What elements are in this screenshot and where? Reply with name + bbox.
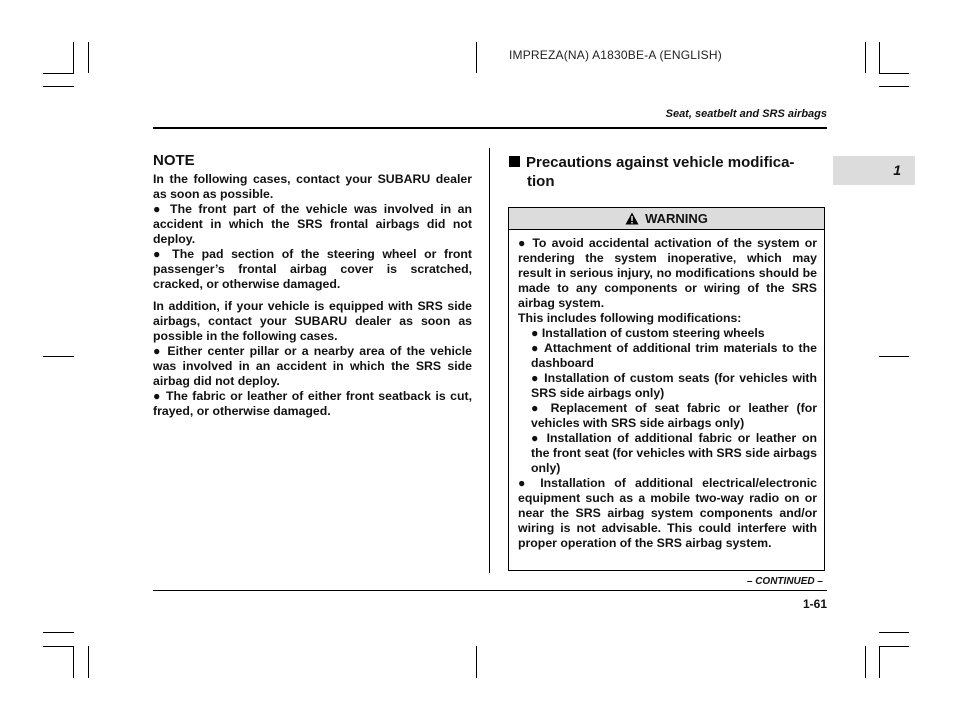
warning-subitem: ● Installation of custom seats (for vehicles with SRS side airbags only) [531, 371, 817, 400]
header-rule [153, 127, 827, 129]
crop-mark [476, 42, 477, 73]
crop-mark [73, 646, 74, 678]
crop-mark [879, 632, 909, 633]
section-title: Seat, seatbelt and SRS airbags [665, 108, 827, 120]
crop-mark [879, 86, 909, 87]
note-paragraph: ● The pad section of the steering wheel or front passenger’s frontal airbag cover is scratched, cracked, or otherwise damaged. [153, 247, 472, 291]
warning-line: ● Installation of additional electrical/electronic equipment such as a mobile two-way radio on or near the SRS airbag system components and/or wiring is not advisable. This could interfere with proper operation of the SRS airbag system. [518, 476, 817, 550]
warning-body [509, 230, 824, 551]
crop-mark [879, 646, 880, 678]
crop-mark [879, 356, 909, 357]
note-paragraph: In the following cases, contact your SUBARU dealer as soon as possible. [153, 172, 472, 201]
continued-label: – CONTINUED – [746, 576, 823, 587]
crop-mark [43, 86, 74, 87]
crop-mark [865, 646, 866, 678]
crop-mark [73, 42, 74, 73]
note-paragraph: ● The fabric or leather of either front seatback is cut, frayed, or otherwise damaged. [153, 389, 472, 418]
warning-subitem: ● Replacement of seat fabric or leather (for vehicles with SRS side airbags only) [531, 401, 817, 430]
note-paragraph: In addition, if your vehicle is equipped with SRS side airbags, contact your SUBARU dealer as soon as possible in the following cases. [153, 299, 472, 343]
document-code: IMPREZA(NA) A1830BE-A (ENGLISH) [509, 48, 722, 62]
note-paragraph: ● Either center pillar or a nearby area of the vehicle was involved in an accident in which the SRS side airbag did not deploy. [153, 344, 472, 388]
warning-subitem: ● Installation of additional fabric or leather on the front seat (for vehicles with SRS side airbags only) [531, 431, 817, 475]
crop-mark [879, 42, 880, 73]
crop-mark [43, 73, 74, 74]
note-paragraph: ● The front part of the vehicle was involved in an accident in which the SRS frontal airbags did not deploy. [153, 202, 472, 246]
warning-box [508, 207, 825, 571]
warning-title-bar [509, 208, 824, 230]
warning-title: WARNING [645, 211, 708, 226]
warning-line: This includes following modifications: [518, 311, 742, 325]
crop-mark [865, 42, 866, 73]
precautions-heading [509, 153, 827, 191]
crop-mark [879, 646, 909, 647]
warning-subitem: ● Installation of custom steering wheels [531, 326, 765, 340]
crop-mark [43, 646, 74, 647]
crop-mark [43, 632, 74, 633]
page-number: 1-61 [802, 597, 827, 611]
crop-mark [43, 356, 74, 357]
black-square-icon [509, 156, 520, 167]
crop-mark [476, 646, 477, 678]
note-heading: NOTE [153, 152, 195, 169]
warning-subitem: ● Attachment of additional trim materials to the dashboard [531, 341, 817, 370]
crop-mark [879, 73, 909, 74]
precautions-heading-line2: tion [527, 173, 555, 190]
footer-rule [153, 590, 827, 591]
crop-mark [88, 42, 89, 73]
note-section [153, 152, 472, 419]
column-divider [489, 148, 490, 573]
crop-mark [88, 646, 89, 678]
warning-triangle-icon [625, 212, 639, 225]
warning-line: ● To avoid accidental activation of the system or rendering the system inoperative, which may result in serious injury, no modifications should be made to any components or wiring of the SRS airbag system. [518, 236, 817, 310]
chapter-tab: 1 [833, 156, 915, 185]
precautions-heading-line1: Precautions against vehicle modifica- [526, 154, 795, 171]
